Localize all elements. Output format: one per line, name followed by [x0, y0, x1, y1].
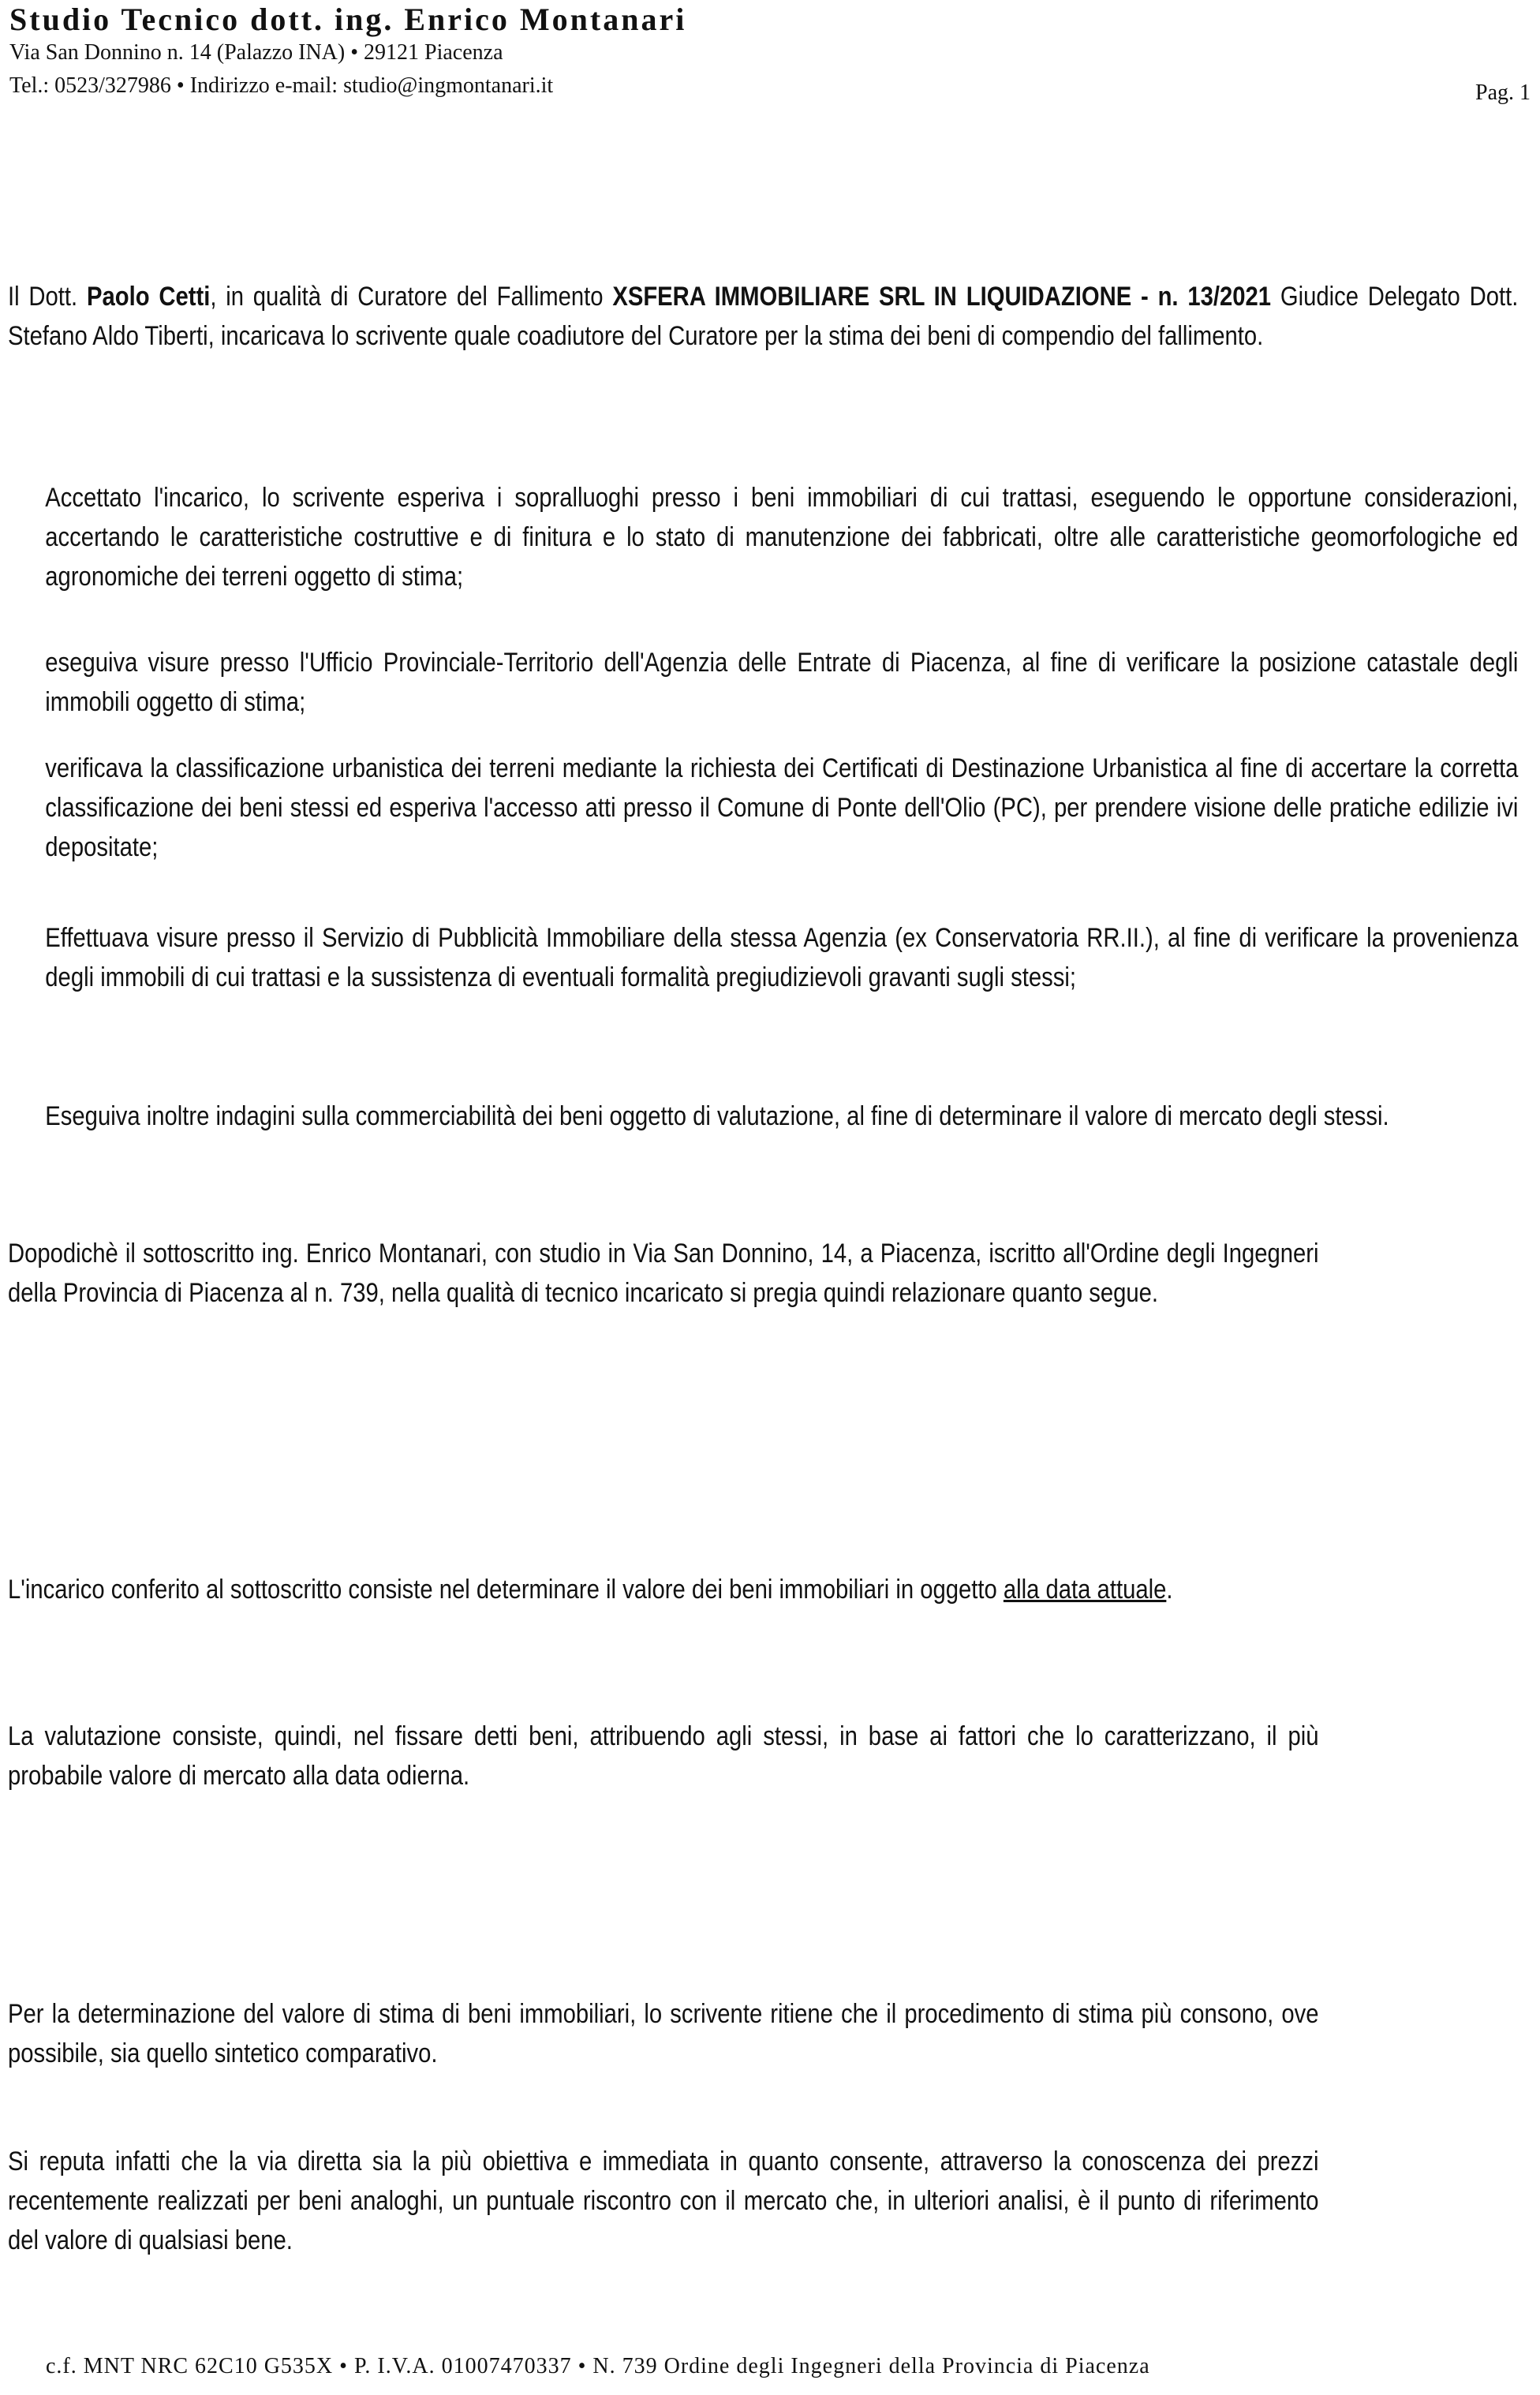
page-number: Pag. 1: [1475, 80, 1531, 105]
intro-text-2: , in qualità di Curatore del Fallimento: [210, 282, 613, 312]
step-paragraph: [8, 1097, 1518, 1136]
step-text: Accettato l'incarico, lo scrivente esperiva i sopralluoghi presso i beni immobiliari di cui trattasi, eseguendo le opportune considerazioni, accertando le caratteristiche costruttive e di finitura e lo stato di manutenzione dei fabbricati, oltre alle caratteristiche geomorfologiche ed agronomiche dei terreni oggetto di stima;: [45, 483, 1519, 592]
metodo-paragraph: [8, 1994, 1319, 2073]
bankruptcy-name: XSFERA IMMOBILIARE SRL IN LIQUIDAZIONE - n. 13/2021: [612, 282, 1272, 312]
step-text: eseguiva visure presso l'Ufficio Provinciale-Territorio dell'Agenzia delle Entrate di Piacenza, al fine di verificare la posizione catastale degli immobili oggetto di stima;: [45, 648, 1519, 717]
metodo-text: Si reputa infatti che la via diretta sia la più obiettiva e immediata in quanto consente, attraverso la conoscenza dei prezzi recentemente realizzati per beni analoghi, un puntuale riscontro con il mercato che, in ulteriori analisi, è il punto di riferimento del valore di qualsiasi bene.: [8, 2147, 1319, 2255]
firm-contact: Tel.: 0523/327986 • Indirizzo e-mail: studio@ingmontanari.it: [9, 73, 554, 98]
step-paragraph: [8, 478, 1518, 596]
dopodiche-text: Dopodichè il sottoscritto ing. Enrico Montanari, con studio in Via San Donnino, 14, a Piacenza, iscritto all'Ordine degli Ingegneri della Provincia di Piacenza al n. 739, nella qualità di tecnico incaricato si pregia quindi relazionare quanto segue.: [8, 1239, 1319, 1308]
valutazione-paragraph: [8, 1717, 1319, 1795]
incarico-text: L'incarico conferito al sottoscritto consiste nel determinare il valore dei beni immobiliari in oggetto: [8, 1575, 1004, 1605]
dopodiche-paragraph: [8, 1234, 1319, 1313]
step-paragraph: [8, 918, 1518, 997]
intro-text-1: Il Dott.: [8, 282, 87, 312]
intro-paragraph: [8, 277, 1518, 356]
footer-fiscal-info: c.f. MNT NRC 62C10 G535X • P. I.V.A. 01007470337 • N. 739 Ordine degli Ingegneri della Provincia di Piacenza: [46, 2354, 1150, 2378]
step-text: Eseguiva inoltre indagini sulla commerciabilità dei beni oggetto di valutazione, al fine di determinare il valore di mercato degli stessi.: [45, 1101, 1389, 1131]
incarico-date-underlined: alla data attuale: [1003, 1575, 1167, 1605]
step-text: Effettuava visure presso il Servizio di Pubblicità Immobiliare della stessa Agenzia (ex Conservatoria RR.II.), al fine di verificare la provenienza degli immobili di cui trattasi e la sussistenza di eventuali formalità pregiudizievoli gravanti sugli stessi;: [45, 923, 1519, 992]
metodo-paragraph: [8, 2142, 1319, 2260]
step-text: verificava la classificazione urbanistica dei terreni mediante la richiesta dei Certificati di Destinazione Urbanistica al fine di accertare la corretta classificazione dei beni stessi ed esperiva l'accesso atti presso il Comune di Ponte dell'Olio (PC), per prendere visione delle pratiche edilizie ivi depositate;: [45, 753, 1519, 862]
letterhead: [9, 3, 1532, 103]
curator-name: Paolo Cetti: [86, 282, 211, 312]
step-paragraph: [8, 749, 1518, 867]
incarico-end: .: [1166, 1575, 1173, 1605]
intro-text-3: Giudice Delegato Dott. Stefano Aldo Tiberti, incaricava lo scrivente quale coadiutore del Curatore per la stima dei beni di compendio del fallimento.: [8, 282, 1519, 351]
metodo-text: Per la determinazione del valore di stima di beni immobiliari, lo scrivente ritiene che il procedimento di stima più consono, ove possibile, sia quello sintetico comparativo.: [8, 1999, 1319, 2068]
firm-name: Studio Tecnico dott. ing. Enrico Montanari: [9, 2, 687, 37]
firm-address: Via San Donnino n. 14 (Palazzo INA) • 29121 Piacenza: [9, 40, 503, 65]
step-paragraph: [8, 643, 1518, 722]
incarico-paragraph: [8, 1570, 1319, 1609]
valutazione-text: La valutazione consiste, quindi, nel fissare detti beni, attribuendo agli stessi, in base ai fattori che lo caratterizzano, il più probabile valore di mercato alla data odierna.: [8, 1721, 1319, 1791]
